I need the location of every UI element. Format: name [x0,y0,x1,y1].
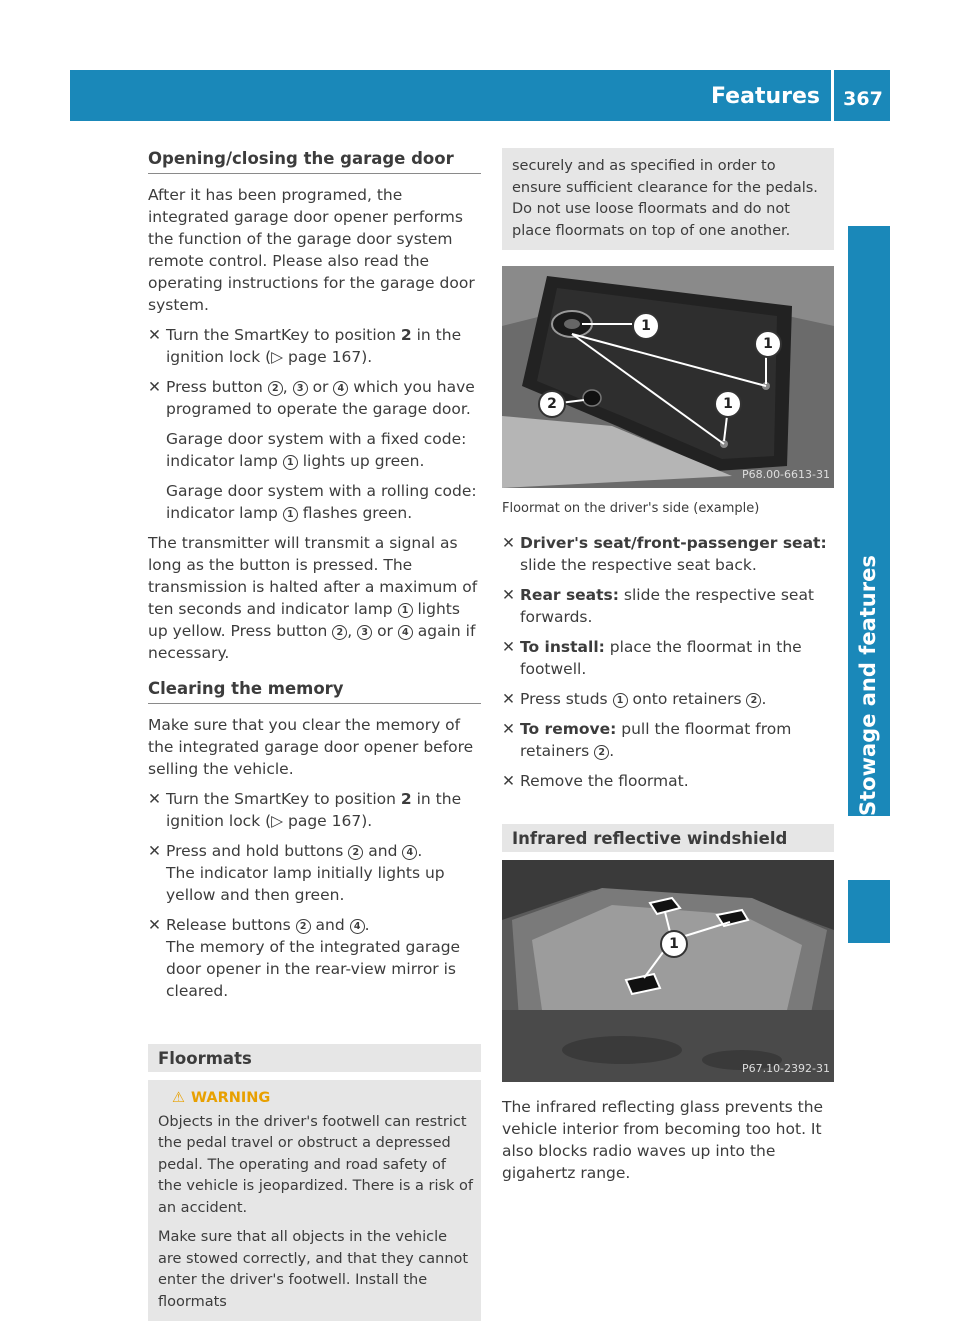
floormat-figure [502,266,834,488]
button-4-icon: 4 [333,381,348,396]
retainer-2-icon: 2 [746,693,761,708]
callout-2-icon: 2 [538,390,566,418]
garage-step-2: ✕ Press button 2 , 3 or 4 which you have programed to operate the garage door. Garage door system with a fixed code: indicator lamp 1 lights up green. Garage door system with a rolling code: indicator lamp 1 flashes green. [148,378,477,522]
step-marker-icon: ✕ [502,534,515,552]
floormat-step-4: ✕ Press studs 1 onto retainers 2 . [502,690,767,708]
floormat-step-1: ✕ Driver's seat/front-passenger seat: slide the respective seat back. [502,534,827,574]
stud-1-icon: 1 [613,693,628,708]
lamp-1-icon: 1 [283,455,298,470]
callout-1-icon: 1 [660,930,688,958]
sidebar-label: Stowage and features [856,555,880,816]
warning-box [148,1080,481,1321]
windshield-figure [502,860,834,1082]
garage-note: The transmitter will transmit a signal as long as the button is pressed. The transmission is halted after a maximum of ten seconds and indicator lamp 1 lights up yellow. Press button 2 , 3 or 4 again if necessary. [148,534,478,662]
step-marker-icon: ✕ [502,638,515,656]
page-reference-link[interactable]: ▷ page 167). [271,348,373,366]
step-marker-icon: ✕ [148,378,161,396]
step-marker-icon: ✕ [502,690,515,708]
lamp-1-icon: 1 [283,507,298,522]
callout-1-icon: 1 [632,312,660,340]
button-3-icon: 3 [357,625,372,640]
floormat-step-3: ✕ To install: place the floormat in the footwell. [502,638,802,678]
left-column [148,148,481,1321]
callout-1-icon: 1 [714,390,742,418]
retainer-2-icon: 2 [594,745,609,760]
floormat-step-5: ✕ To remove: pull the floormat from retainers 2 . [502,720,792,760]
header-divider [831,70,834,121]
windshield-text: The infrared reflecting glass prevents the vehicle interior from becoming too hot. It also blocks radio waves up into the gigahertz range. [502,1098,824,1182]
button-3-icon: 3 [293,381,308,396]
section-heading-windshield: Infrared reflective windshield [502,824,834,852]
warning-title: ⚠ WARNING [172,1090,271,1106]
page-reference-link[interactable]: ▷ page 167). [271,812,373,830]
figure-code: P67.10-2392-31 [741,1062,830,1075]
step-marker-icon: ✕ [502,720,515,738]
step-marker-icon: ✕ [148,916,161,934]
figure-code: P68.00-6613-31 [741,468,830,481]
section-heading-floormats: Floormats [148,1044,481,1072]
floormat-illustration [502,266,834,488]
lamp-1-icon: 1 [398,603,413,618]
button-4-icon: 4 [350,919,365,934]
button-2-icon: 2 [332,625,347,640]
warning-text-1: Objects in the driver's footwell can restrict the pedal travel or obstruct a depressed pedal. The operating and road safety of the vehicle is jeopardized. There is a risk of an accident. [158,1113,474,1216]
warning-triangle-icon: ⚠ [172,1090,185,1106]
button-2-icon: 2 [296,919,311,934]
memory-intro: Make sure that you clear the memory of the integrated garage door opener before selling the vehicle. [148,716,474,778]
garage-step-1: ✕ Turn the SmartKey to position 2 in the ignition lock (▷ page 167). [148,326,462,366]
warning-box-continued: securely and as specified in order to ensure sufficient clearance for the pedals. Do not use loose floormats and do not place floormats on top of one another. [502,148,834,250]
button-4-icon: 4 [398,625,413,640]
floormat-step-2: ✕ Rear seats: slide the respective seat forwards. [502,586,815,626]
memory-step-1: ✕ Turn the SmartKey to position 2 in the ignition lock (▷ page 167). [148,790,462,830]
warning-text-2: Make sure that all objects in the vehicle are stowed correctly, and that they cannot enter the driver's footwell. Install the floormats [158,1229,469,1310]
memory-step-2: ✕ Press and hold buttons 2 and 4 . The indicator lamp initially lights up yellow and then green. [148,842,445,904]
sidebar-bar [848,226,890,816]
button-2-icon: 2 [348,845,363,860]
chapter-title: Features [711,84,820,109]
page-number: 367 [843,88,883,110]
windshield-illustration [502,860,834,1082]
step-marker-icon: ✕ [148,842,161,860]
button-2-icon: 2 [268,381,283,396]
section-heading-garage: Opening/closing the garage door [148,148,481,174]
step-marker-icon: ✕ [502,772,515,790]
step-marker-icon: ✕ [502,586,515,604]
step-marker-icon: ✕ [148,326,161,344]
figure-caption: Floormat on the driver's side (example) [502,501,760,516]
floormat-step-6: ✕ Remove the floormat. [502,772,689,790]
callout-1-icon: 1 [754,330,782,358]
garage-intro: After it has been programed, the integrated garage door opener performs the function of the garage door system remote control. Please also read the operating instructions for the garage door system. [148,186,475,314]
step-marker-icon: ✕ [148,790,161,808]
sidebar-tab [848,880,890,943]
right-column [502,148,834,1192]
section-heading-memory: Clearing the memory [148,678,481,704]
button-4-icon: 4 [402,845,417,860]
memory-step-3: ✕ Release buttons 2 and 4 . The memory of the integrated garage door opener in the rear-view mirror is cleared. [148,916,461,1000]
